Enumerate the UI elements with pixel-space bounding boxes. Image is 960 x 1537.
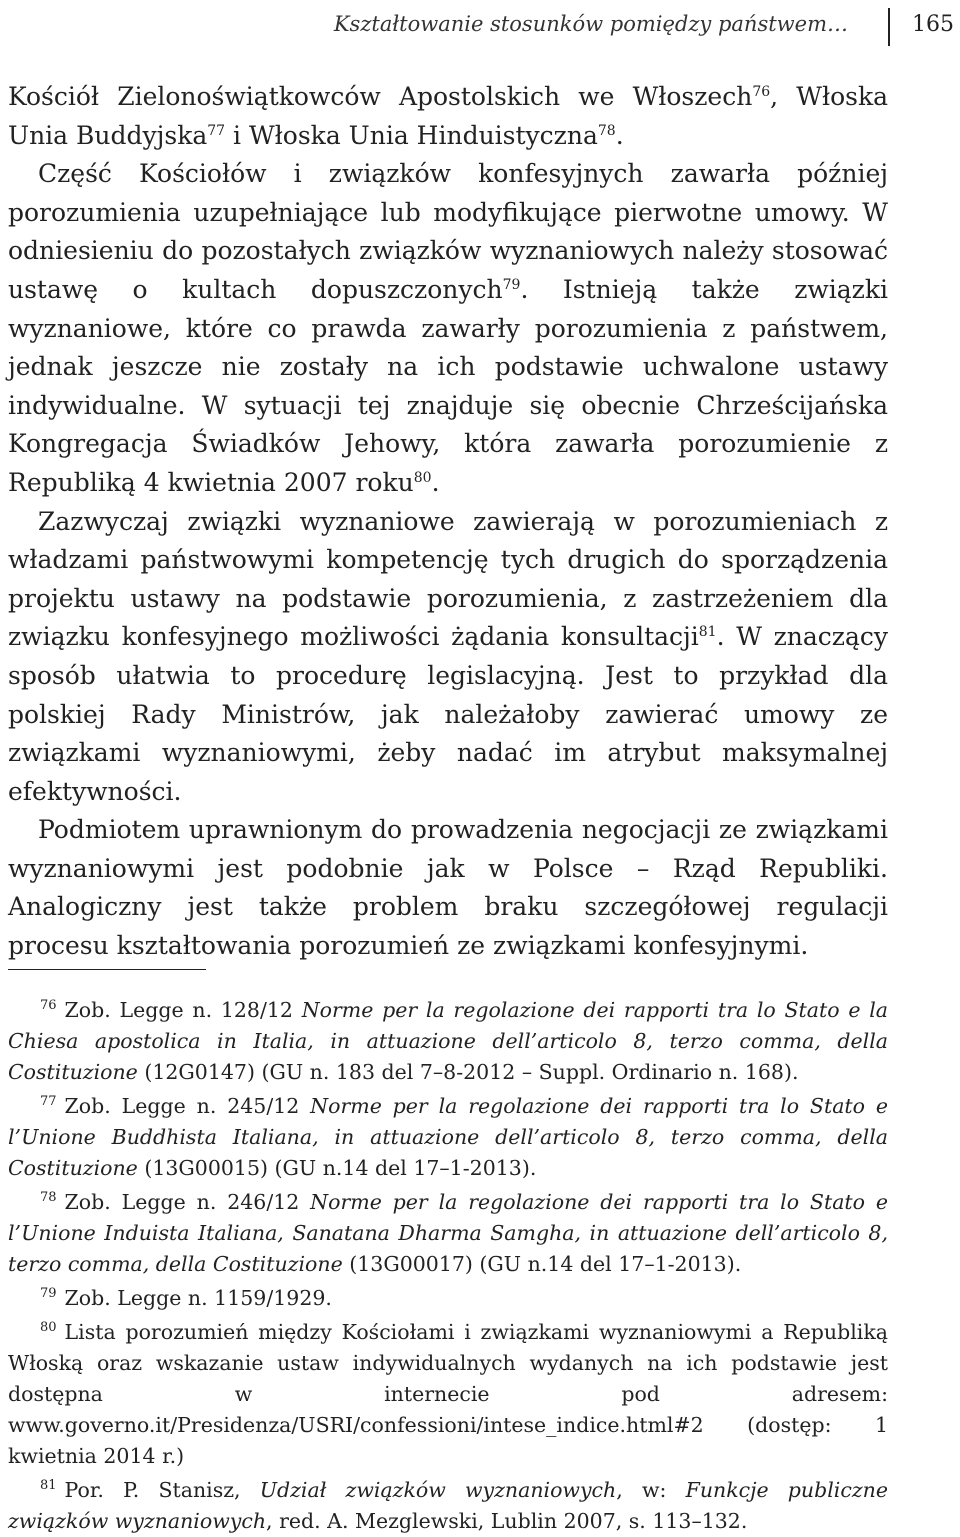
- footnote-text: (13G00015) (GU n.14 del 17–1-2013).: [137, 1156, 537, 1180]
- running-title: Kształtowanie stosunków pomiędzy państwem…: [333, 12, 848, 36]
- footnote-text: Zob. Legge n. 245/12: [64, 1094, 311, 1118]
- footnote-title: Funkcje publiczne związków wyznaniowych: [8, 1478, 888, 1533]
- footnote-ref[interactable]: 81: [698, 624, 717, 641]
- footnote-text: (12G0147) (GU n. 183 del 7–8-2012 – Suppl. Ordinario n. 168).: [137, 1060, 799, 1084]
- footnote-ref[interactable]: 78: [597, 122, 616, 139]
- footnote-title: Norme per la regolazione dei rapporti tra lo Stato e l’Unione Induista Italiana, Sanatana Dharma Samgha, in attuazione dell’articolo 8, terzo comma, della Costituzione: [8, 1190, 888, 1276]
- page-header: [0, 6, 960, 46]
- footnote-number: 77: [40, 1094, 57, 1109]
- paragraph: [8, 811, 888, 965]
- paragraph-text: Kościół Zielonoświątkowców Apostolskich we Włoszech: [8, 82, 753, 111]
- footnote-ref[interactable]: 80: [413, 469, 432, 486]
- paragraph-text: Zazwyczaj związki wyznaniowe zawierają w porozumieniach z władzami państwowymi kompetencję tych drugich do sporządzenia projektu ustawy na podstawie porozumienia, z zastrzeżeniem dla związku konfesyjnego możliwości żądania konsultacji: [8, 506, 888, 652]
- footnote-78: [8, 1187, 888, 1280]
- paragraph: [8, 155, 888, 502]
- header-divider: [888, 8, 890, 46]
- footnote-separator: [8, 969, 206, 970]
- footnote-text: Lista porozumień między Kościołami i związkami wyznaniowymi a Republiką Włoską oraz wskazanie ustaw indywidualnych wydanych na ich podstawie jest dostępna w internecie pod adresem: www.governo.it/Presidenza/USRI/confessioni/intese_indice.html#2 (dostęp: 1 kwietnia 2014 r.): [8, 1320, 888, 1468]
- footnote-text: (13G00017) (GU n.14 del 17–1-2013).: [342, 1252, 742, 1276]
- paragraph-text: .: [431, 467, 440, 497]
- footnote-text: , w:: [616, 1478, 686, 1502]
- main-text: [8, 78, 888, 966]
- footnote-number: 78: [40, 1190, 57, 1205]
- footnote-number: 79: [40, 1286, 57, 1301]
- footnote-77: [8, 1091, 888, 1184]
- footnote-80: [8, 1317, 888, 1472]
- paragraph-text: Podmiotem uprawnionym do prowadzenia negocjacji ze związkami wyznaniowymi jest podobnie jak w Polsce – Rząd Republiki. Analogiczny jest także problem braku szczegółowej regulacji procesu kształtowania porozumień ze związkami konfesyjnymi.: [8, 815, 888, 961]
- footnote-76: [8, 995, 888, 1088]
- footnote-ref[interactable]: 77: [207, 122, 226, 139]
- paragraph-text: Część Kościołów i związków konfesyjnych zawarła później porozumienia uzupełniające lub modyfikujące pierwotne umowy. W odniesieniu do pozostałych związków wyznaniowych należy stosować ustawę o kultach dopuszczonych: [8, 159, 888, 304]
- footnote-number: 76: [40, 998, 57, 1013]
- paragraph-text: i Włoska Unia Hinduistyczna: [225, 120, 598, 150]
- paragraph-text: , Włoska Unia Buddyjska: [8, 82, 888, 150]
- paragraph-text: . W znaczący sposób ułatwia to procedurę legislacyjną. Jest to przykład dla polskiej Rady Ministrów, jak należałoby zawierać umowy ze związkami wyznaniowymi, żeby nadać im atrybut maksymalnej efektywności.: [8, 622, 888, 806]
- footnote-text: Zob. Legge n. 128/12: [64, 998, 302, 1022]
- paragraph: [8, 78, 888, 155]
- footnote-79: [8, 1283, 888, 1314]
- footnote-ref[interactable]: 79: [502, 276, 521, 293]
- footnote-text: , red. A. Mezglewski, Lublin 2007, s. 113–132.: [266, 1509, 748, 1533]
- footnote-text: Zob. Legge n. 246/12: [64, 1190, 311, 1214]
- footnote-title: Udział związków wyznaniowych: [259, 1478, 617, 1502]
- footnote-number: 80: [40, 1320, 57, 1335]
- footnote-ref[interactable]: 76: [752, 84, 771, 100]
- page-number: 165: [912, 12, 954, 37]
- footnote-number: 81: [40, 1478, 57, 1493]
- paragraph-text: .: [615, 120, 624, 150]
- paragraph-text: . Istnieją także związki wyznaniowe, które co prawda zawarły porozumienia z państwem, jednak jeszcze nie zostały na ich podstawie uchwalone ustawy indywidualne. W sytuacji tej znajduje się obecnie Chrześcijańska Kongregacja Świadków Jehowy, która zawarła porozumienie z Republiką 4 kwietnia 2007 roku: [8, 274, 888, 497]
- footnotes: [8, 995, 888, 1537]
- footnote-title: Norme per la regolazione dei rapporti tra lo Stato e l’Unione Buddhista Italiana, in attuazione dell’articolo 8, terzo comma, della Costituzione: [8, 1094, 888, 1180]
- footnote-81: [8, 1475, 888, 1537]
- footnote-text: Zob. Legge n. 1159/1929.: [64, 1286, 332, 1310]
- paragraph: [8, 503, 888, 812]
- footnote-text: Por. P. Stanisz,: [64, 1478, 260, 1502]
- footnote-title: Norme per la regolazione dei rapporti tra lo Stato e la Chiesa apostolica in Italia, in attuazione dell’articolo 8, terzo comma, della Costituzione: [8, 998, 888, 1084]
